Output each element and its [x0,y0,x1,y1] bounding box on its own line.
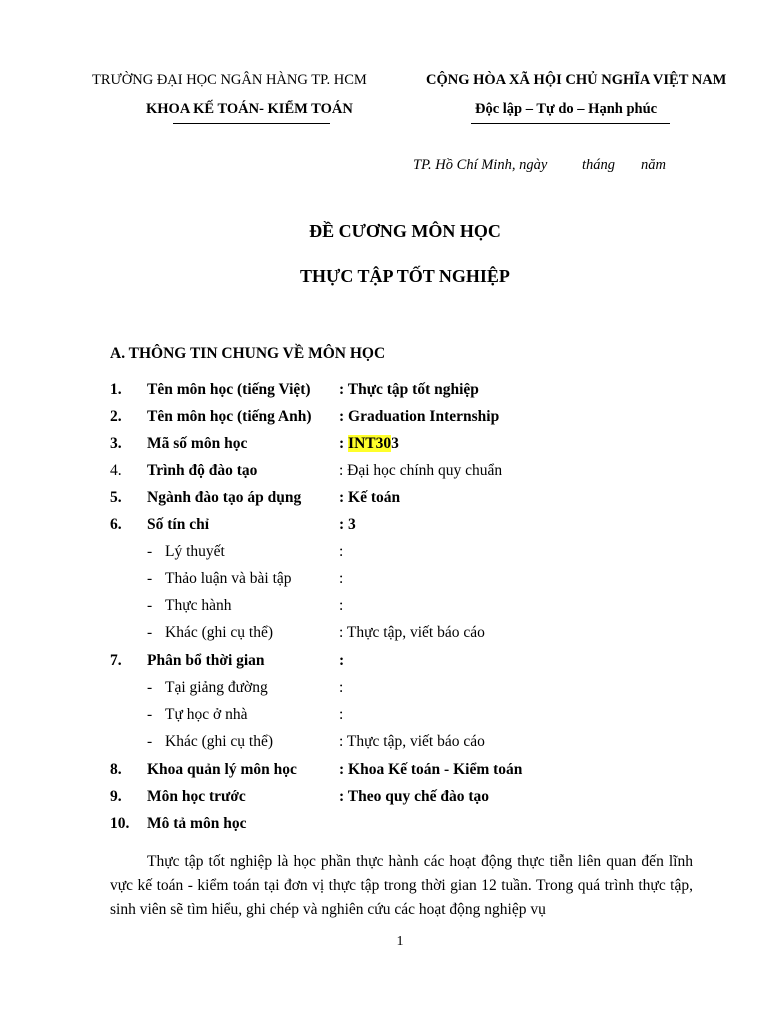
item-dash: - [147,706,153,723]
item-label: Phân bổ thời gian [147,652,265,669]
item-value: : Khoa Kế toán - Kiểm toán [339,761,523,778]
item-value: : [339,570,344,587]
item-value: : [339,543,344,560]
nation-motto: Độc lập – Tự do – Hạnh phúc [475,101,658,117]
item-label: Trình độ đào tạo [147,462,258,479]
item-value: : Thực tập, viết báo cáo [339,733,485,750]
item-value: : [339,652,345,669]
list-item [0,815,768,837]
list-subitem [0,706,768,728]
item-dash: - [147,570,153,587]
item-value: : [339,679,344,696]
item-number: 7. [110,652,122,669]
list-subitem [0,597,768,619]
item-label: Môn học trước [147,788,246,805]
list-item [0,761,768,783]
item-label: Ngành đào tạo áp dụng [147,489,302,506]
list-subitem [0,733,768,755]
item-number: 1. [110,381,122,398]
faculty-name: KHOA KẾ TOÁN- KIỂM TOÁN [146,101,353,117]
item-number: 2. [110,408,122,425]
item-value: : [339,706,344,723]
list-subitem [0,570,768,592]
value-prefix: : [339,435,349,452]
list-item [0,435,768,457]
list-item [0,652,768,674]
list-item [0,489,768,511]
item-label: Thực hành [165,597,232,614]
page-number: 1 [396,934,404,949]
item-value: : [339,597,344,614]
item-value [339,435,399,453]
item-value: : Kế toán [339,489,401,506]
list-subitem [0,543,768,565]
description-paragraph: Thực tập tốt nghiệp là học phần thực hành các hoạt động thực tiễn liên quan đến lĩnh vực kế toán - kiểm toán tại đơn vị thực tập trong thời gian 12 tuần. Trong quá trình thực tập, sinh viên sẽ tìm hiểu, ghi chép và nghiên cứu các hoạt động nghiệp vụ [110,853,693,918]
item-value: : Thực tập, viết báo cáo [339,624,485,641]
item-value: : Graduation Internship [339,408,500,425]
course-code-highlight: INT30 [348,435,392,452]
item-label: Khác (ghi cụ thể) [165,624,274,641]
item-number: 3. [110,435,122,452]
item-label: Tên môn học (tiếng Việt) [147,381,311,398]
list-item [0,381,768,403]
item-label: Khoa quản lý môn học [147,761,297,778]
item-label: Mã số môn học [147,435,248,452]
item-label: Số tín chỉ [147,516,210,533]
item-label: Khác (ghi cụ thể) [165,733,274,750]
list-item [0,408,768,430]
item-dash: - [147,679,153,696]
date-month: tháng [582,157,616,173]
value-suffix: 3 [391,435,399,452]
list-subitem [0,679,768,701]
item-label: Tên môn học (tiếng Anh) [147,408,312,425]
item-value: : Đại học chính quy chuẩn [339,462,503,479]
item-number: 9. [110,788,122,805]
item-label: Mô tả môn học [147,815,247,832]
item-dash: - [147,597,153,614]
item-dash: - [147,733,153,750]
item-number: 6. [110,516,122,533]
list-subitem [0,624,768,646]
item-number: 5. [110,489,122,506]
section-a-heading: A. THÔNG TIN CHUNG VỀ MÔN HỌC [110,345,386,362]
item-label: Thảo luận và bài tập [165,570,292,587]
item-dash: - [147,543,153,560]
item-value: : Thực tập tốt nghiệp [339,381,479,398]
date-year: năm [641,157,666,173]
item-label: Tự học ở nhà [165,706,248,723]
university-name: TRƯỜNG ĐẠI HỌC NGÂN HÀNG TP. HCM [92,72,367,88]
item-label: Tại giảng đường [165,679,268,696]
item-number: 8. [110,761,122,778]
motto-underline [471,123,670,124]
item-value: : Theo quy chế đào tạo [339,788,489,805]
item-number: 4. [110,462,122,479]
course-title: THỰC TẬP TỐT NGHIỆP [300,266,510,286]
item-label: Lý thuyết [165,543,225,560]
item-value: : 3 [339,516,356,533]
list-item [0,788,768,810]
list-item [0,462,768,484]
item-number: 10. [110,815,130,832]
document-title: ĐỀ CƯƠNG MÔN HỌC [309,221,501,241]
nation-title: CỘNG HÒA XÃ HỘI CHỦ NGHĨA VIỆT NAM [426,72,727,88]
item-dash: - [147,624,153,641]
date-city: TP. Hồ Chí Minh, ngày [413,157,548,173]
faculty-underline [173,123,330,124]
list-item [0,516,768,538]
course-description [110,850,693,922]
